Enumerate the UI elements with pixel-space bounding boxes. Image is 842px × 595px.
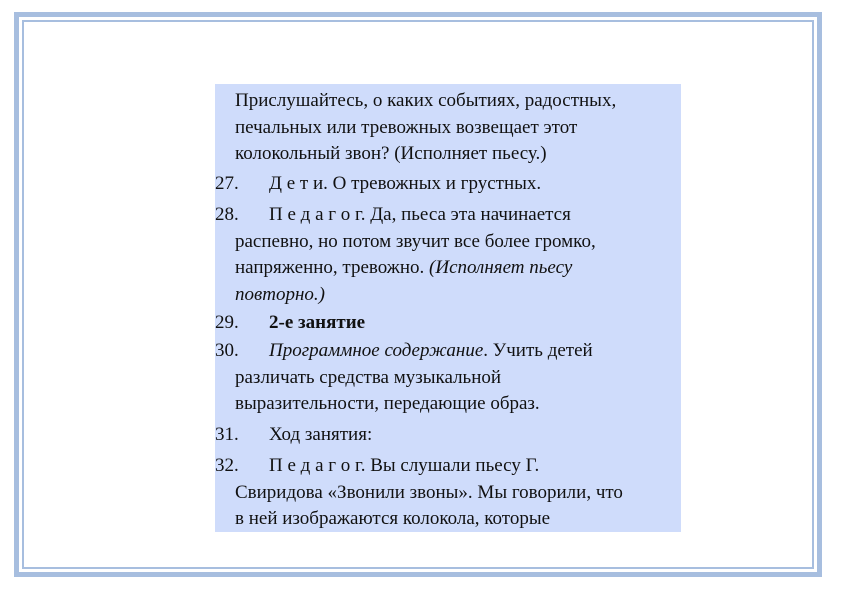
line: . Учить детей: [483, 340, 593, 361]
line: напряженно, тревожно.: [235, 257, 430, 278]
paragraph-number: 31.: [215, 424, 239, 445]
paragraph-31: [215, 422, 681, 449]
line: в ней изображаются колокола, которые: [235, 508, 551, 529]
paragraph-29: [215, 310, 681, 337]
paragraph-number: 28.: [215, 204, 239, 225]
paragraph-number: 27.: [215, 173, 239, 194]
line: П е д а г о г. Да, пьеса эта начинается: [269, 204, 571, 225]
line: П е д а г о г. Вы слушали пьесу Г.: [269, 455, 540, 476]
line: Прислушайтесь, о каких событиях, радостных,: [235, 90, 617, 111]
line: Свиридова «Звонили звоны». Мы говорили, что: [235, 481, 623, 503]
stage-direction: повторно.): [235, 283, 325, 305]
paragraph-27: [215, 171, 681, 198]
stage-direction: (Исполняет пьесу: [429, 257, 573, 278]
paragraph-number: 29.: [215, 312, 239, 333]
line: выразительности, передающие образ.: [235, 393, 540, 414]
line: . О тревожных и грустных.: [323, 173, 542, 194]
line: различать средства музыкальной: [235, 366, 502, 388]
line: печальных или тревожных возвещает этот: [235, 116, 578, 138]
line: Ход занятия:: [269, 424, 373, 445]
lesson-heading: 2-е занятие: [269, 312, 366, 333]
text-block: [215, 84, 681, 532]
paragraph-number: 30.: [215, 340, 239, 361]
paragraph-intro: [215, 88, 681, 168]
paragraph-number: 32.: [215, 455, 239, 476]
paragraph-28: [215, 202, 681, 308]
paragraph-30: [215, 338, 681, 418]
line: распевно, но потом звучит все более громко,: [235, 230, 596, 252]
speaker: Д е т и: [269, 173, 324, 194]
section-label: Программное содержание: [269, 340, 484, 361]
paragraph-32: [215, 453, 681, 533]
line: колокольный звон? (Исполняет пьесу.): [235, 143, 547, 164]
